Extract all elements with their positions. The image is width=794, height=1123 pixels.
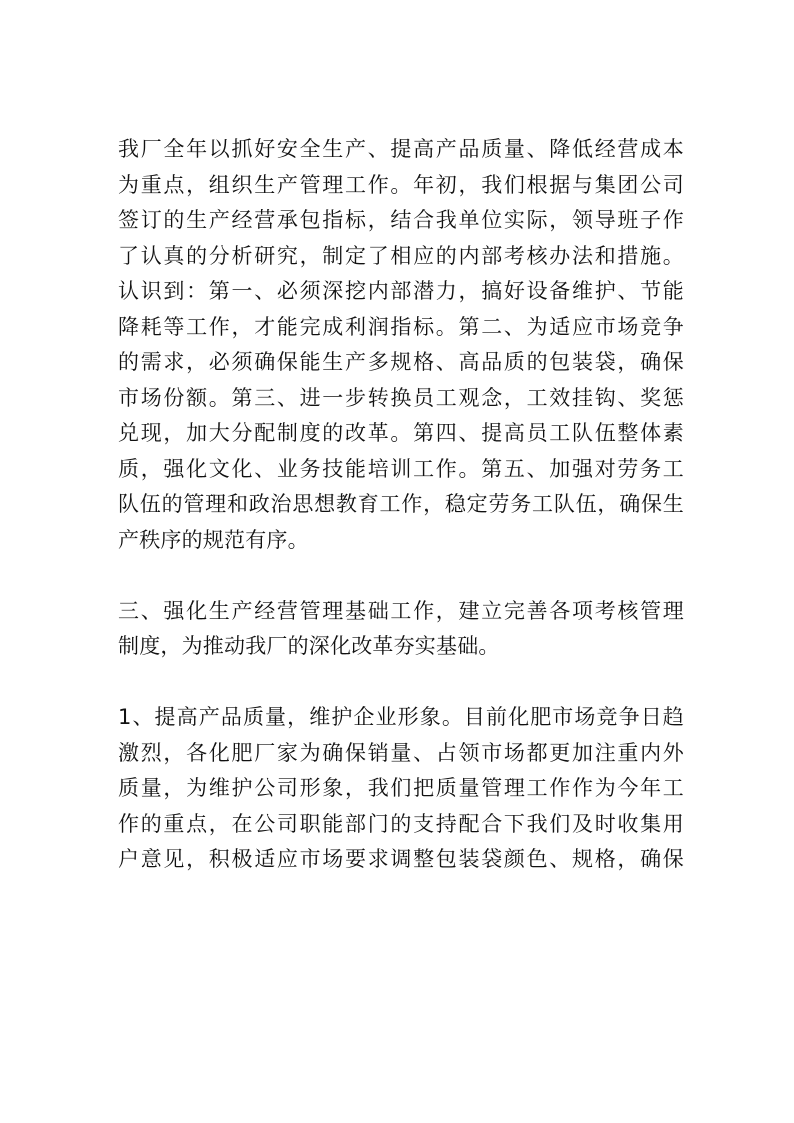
- paragraph-1: [118, 132, 684, 558]
- text-line: 三、强化生产经营管理基础工作，建立完善各项考核管理: [118, 598, 684, 623]
- paragraph-spacer: [118, 665, 684, 701]
- text-line: 市场份额。第三、进一步转换员工观念，工效挂钩、奖惩: [118, 385, 684, 410]
- text-line: 降耗等工作，才能完成利润指标。第二、为适应市场竞争: [118, 314, 684, 339]
- text-line: 质，强化文化、业务技能培训工作。第五、加强对劳务工: [118, 456, 684, 481]
- text-line: 了认真的分析研究，制定了相应的内部考核办法和措施。: [118, 243, 684, 268]
- text-line: 作的重点，在公司职能部门的支持配合下我们及时收集用: [118, 811, 684, 836]
- text-line: 兑现，加大分配制度的改革。第四、提高员工队伍整体素: [118, 421, 684, 445]
- document-page: [118, 132, 684, 878]
- text-line: 队伍的管理和政治思想教育工作，稳定劳务工队伍，确保生: [118, 492, 684, 516]
- text-line: 产秩序的规范有序。: [118, 527, 309, 552]
- paragraph-spacer: [118, 558, 684, 594]
- text-line: 为重点，组织生产管理工作。年初，我们根据与集团公司: [118, 172, 684, 197]
- text-line: 的需求，必须确保能生产多规格、高品质的包装袋，确保: [118, 350, 684, 374]
- text-line: 我厂全年以抓好安全生产、提高产品质量、降低经营成本: [118, 137, 684, 161]
- text-line: 1、提高产品质量，维护企业形象。目前化肥市场竞争日趋: [118, 705, 684, 729]
- text-line: 认识到：第一、必须深挖内部潜力，搞好设备维护、节能: [118, 279, 684, 303]
- text-line: 户意见，积极适应市场要求调整包装袋颜色、规格，确保: [118, 847, 684, 871]
- text-line: 质量，为维护公司形象，我们把质量管理工作作为今年工: [118, 776, 684, 800]
- paragraph-3: [118, 700, 684, 878]
- text-line: 激烈，各化肥厂家为确保销量、占领市场都更加注重内外: [118, 740, 684, 765]
- paragraph-2: [118, 594, 684, 665]
- text-line: 制度，为推动我厂的深化改革夯实基础。: [118, 634, 500, 658]
- text-line: 签订的生产经营承包指标，结合我单位实际，领导班子作: [118, 208, 684, 232]
